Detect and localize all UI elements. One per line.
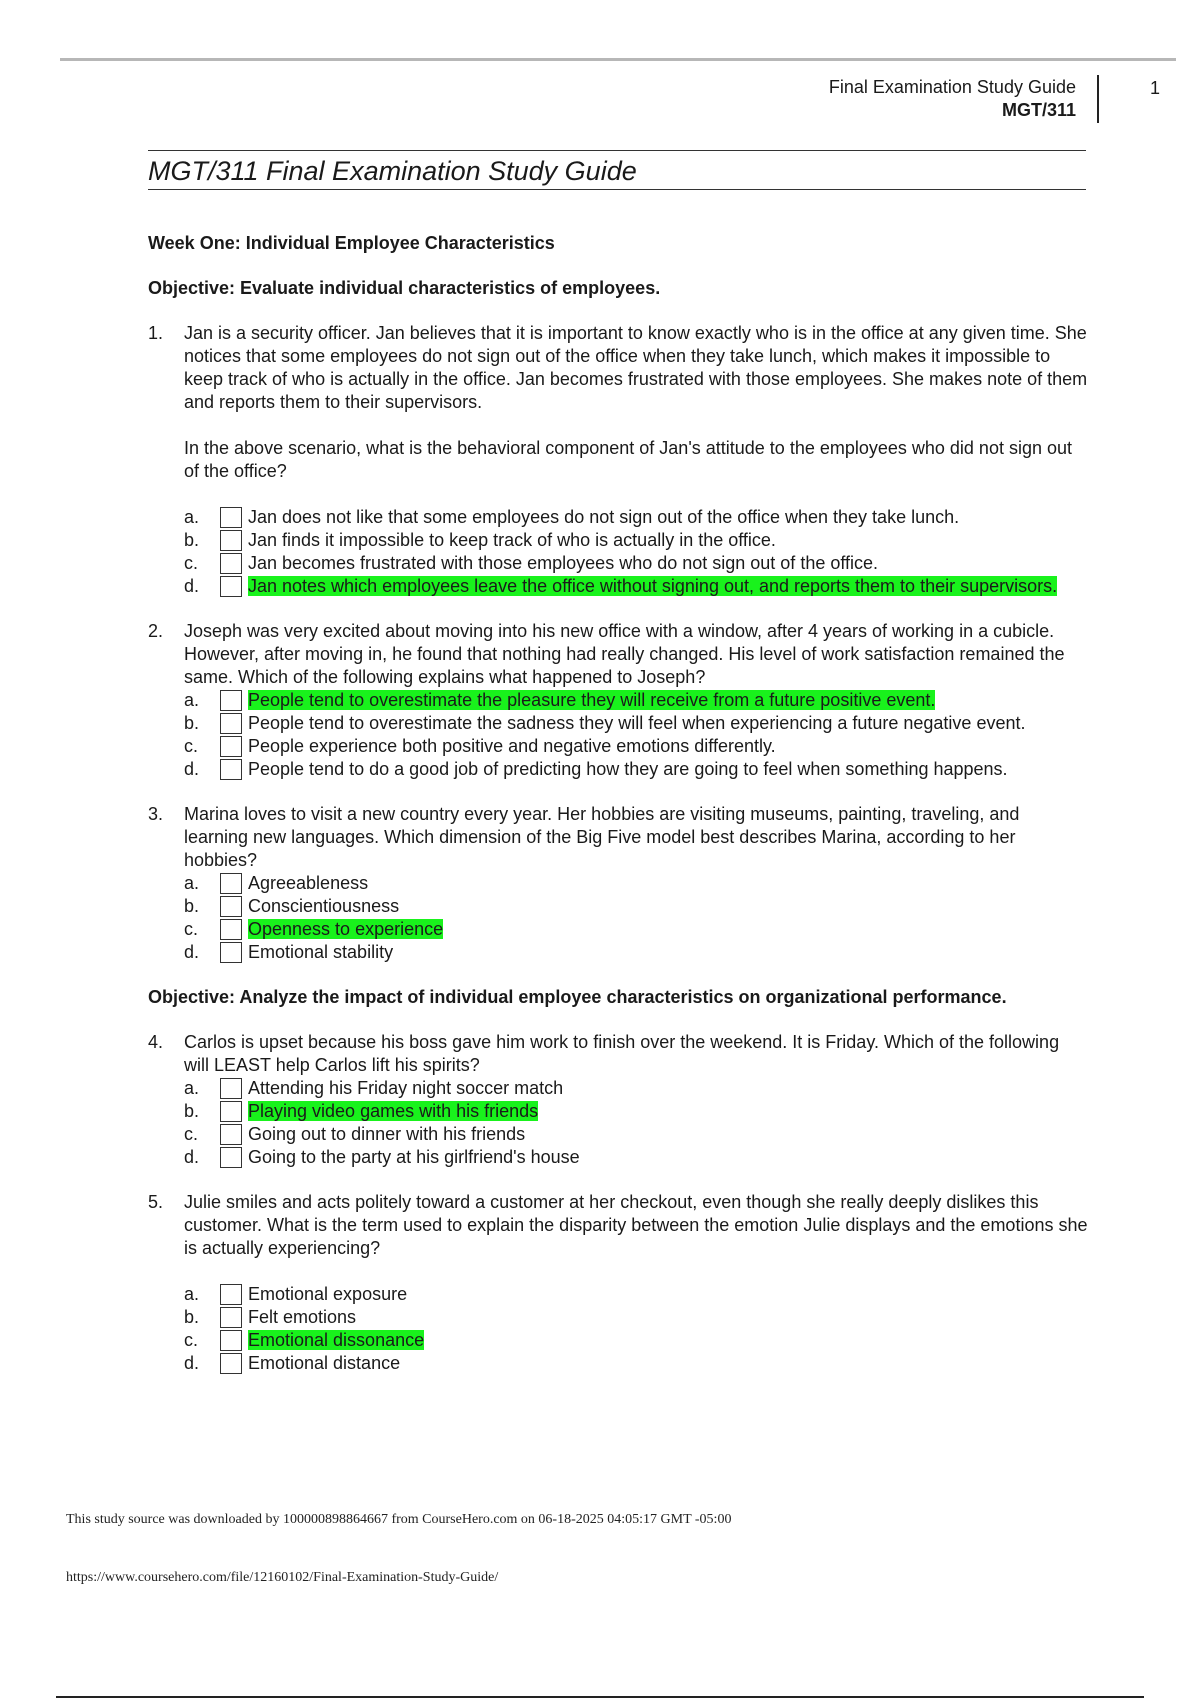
option-letter: a.: [184, 1078, 200, 1098]
option-letter: b.: [184, 530, 200, 550]
download-source-notice: This study source was downloaded by 100000898864667 from CourseHero.com on 06-18-2025 04:05:17 GMT -05:00: [66, 1512, 732, 1527]
checkbox[interactable]: [220, 1101, 242, 1122]
checkbox[interactable]: [220, 1124, 242, 1145]
answer-option-correct: [148, 1100, 1088, 1123]
running-header: [829, 76, 1076, 122]
question-4: [148, 1031, 1088, 1169]
option-text: Felt emotions: [248, 1307, 357, 1327]
option-text: Jan becomes frustrated with those employees who do not sign out of the office.: [248, 553, 879, 573]
question-2: [148, 620, 1088, 781]
page-number: 1: [1150, 78, 1161, 98]
option-text: Jan does not like that some employees do not sign out of the office when they take lunch.: [248, 507, 960, 527]
question-number: 5.: [148, 1192, 164, 1212]
answer-option-correct: [148, 689, 1088, 712]
option-text: Attending his Friday night soccer match: [248, 1078, 564, 1098]
checkbox[interactable]: [220, 553, 242, 574]
option-letter: c.: [184, 1330, 199, 1350]
document-title-block: [148, 150, 1086, 190]
question-1: [148, 322, 1088, 598]
answer-option: [148, 1306, 1088, 1329]
answer-option: [148, 712, 1088, 735]
question-text: Joseph was very excited about moving into his new office with a window, after 4 years of working in a cubicle. However, after moving in, he found that nothing had really changed. His level of work satisfaction remained the same. Which of the following explains what happened to Joseph?: [184, 621, 1065, 687]
checkbox[interactable]: [220, 530, 242, 551]
question-number: 4.: [148, 1032, 164, 1052]
highlighted-answer: Jan notes which employees leave the office without signing out, and reports them to their supervisors.: [248, 576, 1058, 596]
option-letter: b.: [184, 1307, 200, 1327]
checkbox[interactable]: [220, 1078, 242, 1099]
option-text: Agreeableness: [248, 873, 369, 893]
objective-2: Objective: Analyze the impact of individual employee characteristics on organizational performance.: [148, 987, 1007, 1007]
highlighted-answer: Playing video games with his friends: [248, 1101, 539, 1121]
answer-option: [148, 758, 1088, 781]
answer-options: [184, 872, 1088, 964]
source-url[interactable]: https://www.coursehero.com/file/12160102/Final-Examination-Study-Guide/: [66, 1570, 499, 1585]
option-text: Going to the party at his girlfriend's house: [248, 1147, 580, 1167]
option-text: Emotional exposure: [248, 1284, 408, 1304]
option-letter: b.: [184, 896, 200, 916]
answer-option: [148, 552, 1088, 575]
option-letter: c.: [184, 919, 199, 939]
answer-option: [148, 941, 1088, 964]
option-text: People experience both positive and negative emotions differently.: [248, 736, 776, 756]
answer-option: [148, 1077, 1088, 1100]
option-letter: c.: [184, 1124, 199, 1144]
option-letter: a.: [184, 507, 200, 527]
checkbox[interactable]: [220, 942, 242, 963]
checkbox[interactable]: [220, 690, 242, 711]
option-text: Conscientiousness: [248, 896, 400, 916]
question-3: [148, 803, 1088, 964]
answer-option: [148, 872, 1088, 895]
question-number: 2.: [148, 621, 164, 641]
checkbox[interactable]: [220, 1353, 242, 1374]
checkbox[interactable]: [220, 896, 242, 917]
option-text: Going out to dinner with his friends: [248, 1124, 526, 1144]
checkbox[interactable]: [220, 873, 242, 894]
header-course: MGT/311: [1001, 100, 1076, 120]
question-number: 3.: [148, 804, 164, 824]
answer-option-correct: [148, 1329, 1088, 1352]
answer-option: [148, 1123, 1088, 1146]
answer-option: [148, 735, 1088, 758]
option-letter: d.: [184, 1147, 200, 1167]
checkbox[interactable]: [220, 507, 242, 528]
highlighted-answer: Openness to experience: [248, 919, 444, 939]
week-heading: Week One: Individual Employee Characteristics: [148, 233, 555, 253]
question-subtext: In the above scenario, what is the behavioral component of Jan's attitude to the employees who did not sign out of the office?: [184, 438, 1072, 481]
document-content: [148, 232, 1088, 1397]
bottom-rule: [56, 1696, 1144, 1698]
checkbox[interactable]: [220, 1307, 242, 1328]
option-letter: b.: [184, 1101, 200, 1121]
option-letter: d.: [184, 942, 200, 962]
answer-options: [184, 1283, 1088, 1375]
option-letter: d.: [184, 1353, 200, 1373]
checkbox[interactable]: [220, 759, 242, 780]
option-letter: d.: [184, 759, 200, 779]
option-text: People tend to overestimate the sadness they will feel when experiencing a future negative event.: [248, 713, 1026, 733]
checkbox[interactable]: [220, 919, 242, 940]
answer-option-correct: [148, 575, 1088, 598]
option-letter: c.: [184, 553, 199, 573]
answer-option-correct: [148, 918, 1088, 941]
answer-option: [148, 1146, 1088, 1169]
header-guide-title: Final Examination Study Guide: [828, 77, 1076, 97]
question-text: Jan is a security officer. Jan believes that it is important to know exactly who is in the office at any given time. She notices that some employees do not sign out of the office when they take lunch, which makes it impossible to keep track of who is actually in the office. Jan becomes frustrated with those employees. She makes note of them and reports them to their supervisors.: [184, 323, 1088, 412]
objective-1: Objective: Evaluate individual characteristics of employees.: [148, 278, 661, 298]
answer-options: [184, 689, 1088, 781]
answer-option: [148, 895, 1088, 918]
option-text: Jan finds it impossible to keep track of who is actually in the office.: [248, 530, 776, 550]
question-text: Carlos is upset because his boss gave him work to finish over the weekend. It is Friday. Which of the following will LEAST help Carlos lift his spirits?: [184, 1032, 1060, 1075]
answer-option: [148, 1283, 1088, 1306]
answer-options: [184, 1077, 1088, 1169]
answer-option: [148, 529, 1088, 552]
checkbox[interactable]: [220, 1147, 242, 1168]
option-letter: a.: [184, 1284, 200, 1304]
checkbox[interactable]: [220, 1284, 242, 1305]
question-number: 1.: [148, 323, 164, 343]
option-letter: a.: [184, 690, 200, 710]
checkbox[interactable]: [220, 1330, 242, 1351]
header-divider: [1097, 75, 1099, 123]
answer-options: [184, 506, 1088, 598]
question-5: [148, 1191, 1088, 1375]
answer-option: [148, 506, 1088, 529]
checkbox[interactable]: [220, 576, 242, 597]
option-letter: a.: [184, 873, 200, 893]
option-text: Emotional stability: [248, 942, 394, 962]
question-text: Marina loves to visit a new country every year. Her hobbies are visiting museums, painting, traveling, and learning new languages. Which dimension of the Big Five model best describes Marina, according to her hobbies?: [184, 804, 1020, 870]
highlighted-answer: Emotional dissonance: [248, 1330, 425, 1350]
option-text: People tend to do a good job of predicting how they are going to feel when something happens.: [248, 759, 1008, 779]
checkbox[interactable]: [220, 736, 242, 757]
question-text: Julie smiles and acts politely toward a customer at her checkout, even though she really deeply dislikes this customer. What is the term used to explain the disparity between the emotion Julie displays and the emotions she is actually experiencing?: [184, 1192, 1088, 1258]
document-title: MGT/311 Final Examination Study Guide: [148, 156, 637, 186]
option-letter: c.: [184, 736, 199, 756]
top-rule: [60, 58, 1176, 61]
highlighted-answer: People tend to overestimate the pleasure they will receive from a future positive event.: [248, 690, 936, 710]
checkbox[interactable]: [220, 713, 242, 734]
option-letter: b.: [184, 713, 200, 733]
answer-option: [148, 1352, 1088, 1375]
option-text: Emotional distance: [248, 1353, 401, 1373]
option-letter: d.: [184, 576, 200, 596]
